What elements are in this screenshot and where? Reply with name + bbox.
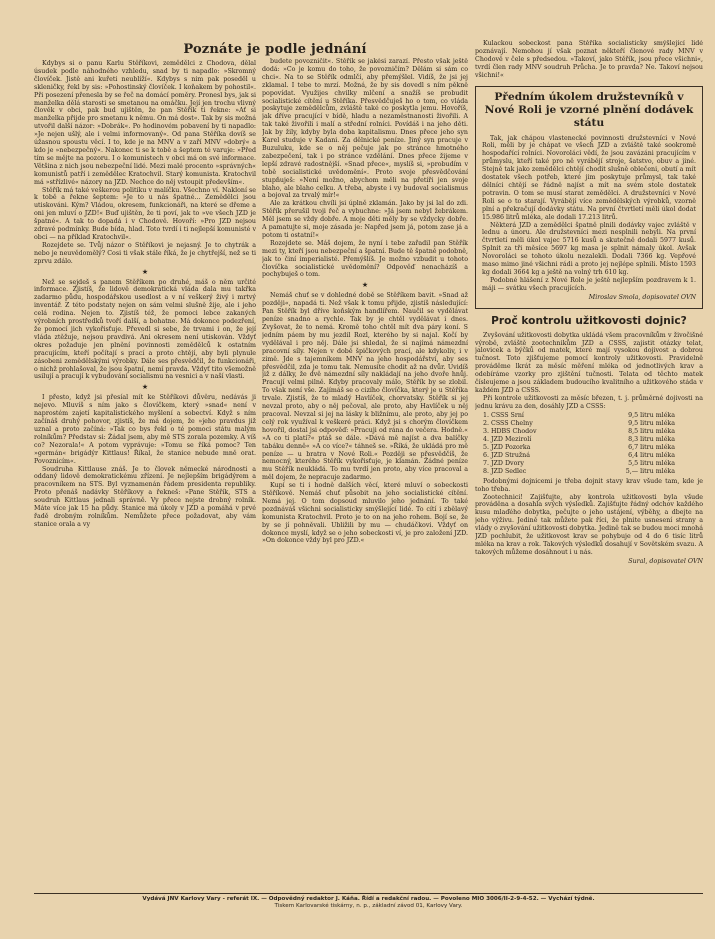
- article-paragraph: Rozejdete se. Tvůj názor o Stěříkovi je nejasný. Je to chytrák a nebo je neuvědomělý? Cosi ti však stále říká, že je chytřejší, než se ti zprvu zdálo.: [34, 241, 256, 265]
- farm-name-cell: 5. JZD Pozorka: [483, 443, 531, 451]
- column-3: [475, 40, 703, 892]
- table-row: [483, 412, 679, 420]
- column-1: [34, 40, 256, 892]
- milk-yield-cell: 5,5 litru mléka: [628, 459, 675, 467]
- farm-name-cell: 1. CSSS Srní: [483, 411, 524, 419]
- article-paragraph: Zootechnici! Zajišťujte, aby kontrola užitkovosti byla všude prováděna a dosahla svých výsledků. Zajišťujte řádný odchov každého kusu mlaďého dobytka, pečujte o jeho ustájení, výběhy, a dbejte na jeho výživu. Jedině tak můžete pak říci, že plnite usnesení strany a vlády o zvyšování užitkovosti dobytka. Jedině tak se budou moci mnohá JZD pochlubit, že užitkovost krav se pohybuje od 4 do 6 tisíc litrů mléka na krav a rok. Takových výsledků dosahují v Sovětském svazu. A takových můžeme dosáhnout i u nás.: [475, 493, 703, 556]
- author-signature: Sural, dopisovatel OVN: [628, 557, 703, 565]
- article-paragraph: Některá JZD a zemědělci špatně plnili dodávky vajec zvláště v lednu a únoru. Ale družstevníci mezi nesplnili nebyli. Na první čtvrtletí měli úkol vajec 5716 kusů a skutečně dodali 5977 kusů. Splnit za tři měsíce 5697 kg masa je splnit námaly úkol. Avšak Novoroláci se tohoto úkolu nezalekli. Dodali 7366 kg. Vepřové maso mimo jiné všichni rádi a proto jej nejlépe splnili. Místo 1593 kg dodali 3664 kg a ještě na volný trh 610 kg.: [482, 221, 696, 276]
- article-paragraph: Rozejdete se. Máš dojem, že nyní i tebe zařadil pan Stěřík mezi ty, kteří jsou nebezpeční a špatní. Bude tě špatně podobně, jak to činí imperialisté. Přemýšlíš. Je možno vzbudit u tohoto človíčka socialistické uvědomění? Odpověď nenacházíš a pochybuješ o tom.: [262, 239, 468, 279]
- article-paragraph: Než se sejdeš s panem Stěříkem po druhé, máš o něm určité informace. Zjistíš, že lidově demokratická vláda dala mu takřka zadarmo půdu, hospodářskou usedlost a v ní veškerý živý i mrtvý inventář. Z této podstaty nejen on sám velmi slušně žije, ale i jeho celá rodina. Nejen to. Zjistíš též, že pomoci lebce zakaných výrobních prostředků tvoří další, a bohatne. Má dokonce podezření, že pomocí jich vykořisťuje. Převedl si sebe, že trvami i on, že její vláda ztěžuje, nejsou pravdivá. Ani okresem není utiskován. Vždyť okres požaduje jen plnění povinnosti zemědělců k ostatním pracujícím, kteří počítají s prací a proto chtějí, aby byli plynule zásobeni zemědělskými výrobky. Dále ses přesvědčil, že funkcionáři, o nichž prohlašoval, že jsou špatní, nemí pravda. Vždyť tito všemožně usilují a pracují k vybudování socialismu na vesnici a v naší vlasti.: [34, 278, 256, 381]
- imprint-footer: [34, 896, 703, 910]
- article-paragraph: Soudruha Kittlause znáš. Je to človek německé národnosti a oddaný lidově demokratickému zřízení. Je nejlepším brigádýrem a pracovníkem na STS. Byl vyznamenán řádem presidenta republiky. Proto přenáš nadávky Stěříkovy a řekneš: »Pane Stěřík, STS a soudruh Kittlaus jednali správně. Vy přece nejste drobný rolník. Máte více jak 15 ha půdy. Stanice má úkoly v JZD a pomáhá v prvé řadě drobným rolníkům. Nemůžete přece požadovat, aby vám stanice orala a vy: [34, 465, 256, 528]
- article-paragraph: Tak, jak chápou vlastenecké povinnosti družstevníci v Nové Roli, měli by je chápat ve všech JZD a zvláště také sookromě hospodařící rolníci. Novoroláci vědí, že jsou zavázáni pracujícím v průmyslu, kteří také pro ně vyrábějí stroje, šatstvo, obuv a jiné. Stejně tak jako zemědělci chtějí chodit slušně oblečeni, obutí a mít dostatek všech potřeb, které jim poskytuje průmysl, tak také dělníci chtějí se řádně najíst a mít na svém stole dostatek potravin. O tom se musí starat zemědělci. A družstevníci v Nové Roli se o to starají. Vyrábějí více zemědělských výrobků, vzorně plní a překračují dodávky státu. Na první čtvrtletí měli úkol dodat 15.986 litrů mléka, ale dodali 17.213 litrů.: [482, 134, 696, 221]
- footer-rule: [34, 893, 703, 894]
- article-paragraph: Při kontrole užitkovosti za měsíc březen, t. j. průměrné dojivosti na jednu krávu za den, dosáhly JZD a CSSS:: [475, 394, 703, 410]
- article-paragraph: Ale za krátkou chvíli jsi úplně zklamán. Jako by jsi lal do zdi. Stěřík přerušil tvoji řeč a vybuchne: »Já jsem nebyl žebrákem. Měl jsem se vždy dobře. A moje děti měly by se vždycky dobře. A pamatujte si, moje zásada je: Napřed jsem já, potom zase já a potom ti ostatní!«: [262, 200, 468, 239]
- star-divider: ★: [361, 281, 369, 290]
- table-row: [483, 468, 679, 476]
- milk-yield-table: [483, 412, 679, 476]
- farm-name-cell: 7. JZD Dvory: [483, 459, 524, 467]
- author-signature: Miroslav Smola, dopisovatel OVN: [588, 293, 696, 301]
- imprint-line: Tiskem Karlovarské tiskárny, n. p., základní závod 01, Karlovy Vary.: [274, 903, 463, 909]
- farm-name-cell: 8. JZD Sedlec: [483, 467, 527, 475]
- milk-yield-cell: 8,5 litru mléka: [628, 427, 675, 435]
- star-divider: ★: [141, 383, 149, 392]
- boxed-article-title: Předním úkolem družstevníků v Nové Roli je vzorné plnění dodávek státu: [484, 90, 694, 129]
- milk-yield-cell: 9,5 litru mléka: [628, 419, 675, 427]
- article-paragraph: Kulackou sobeckost pana Stěříka socialisticky smýšlející lidé poznávají. Nemohou jí však poznat někteří členové rady MNV v Chodově v čele s předsedou. »Takoví, jako Stěřík, jsou přece všichni«, tvrdí člen rady MNV soudruh Průcha. Je to pravda? Ne. Takoví nejsou všichni!«: [475, 40, 703, 79]
- article-paragraph: Kdybys si o panu Karlu Stěříkovi, zemědělci z Chodova, dělal úsudek podle náhodného vzhledu, snad by ti napadlo: »Skromný človíček. Jistě ani kuřeti neublíží«. Kdybys s nim pak posedël u skleničky, řekl by sis: »Pohostinský človíček. I koňakem by pohostil«. Při posezení přenesla by se řeč na domácí poměry. Pronesl bys, jak si manželka dělá starosti se smetanou na omáčku. Její jen trochu vlivný člověk v obci, pak bud ujištěn, že pan Stěřík ti řekne: »Ať si manželka přijde pro smetanu k němu. On má dost«. Tak by sis možná utvořil další názor: »Dobrák«. Po hodinovém pobavení by ti napadlo: »Je nejen ušlý, ale i velmi informovaný«. Od pana Stěříka dovíš se úžasnou spoustu věcí. I to, kde je na MNV a v zaří MNV »dobrý« a kdo je »nebezpečný«. Nakonec ti se k tobě a šeptem té varuje: »Před tím se mějte na pozoru. I o komunistech v obci má on své informace. Většina z nich jsou nebezpeční lidé. Mezi malé procento »správných« komunistů patří i zemědělec Kratochvil. Starý komunista. Kratochvil má »střízlivé« názory na JZD. Nechce do něj vstoupit především«.: [34, 60, 256, 186]
- boxed-article: [475, 86, 703, 309]
- article-title: Proč kontrolu užitkovosti dojnic?: [491, 314, 687, 327]
- table-row: [483, 460, 679, 468]
- farm-name-cell: 6. JZD Stružná: [483, 451, 530, 459]
- milk-yield-cell: 9,5 litru mléka: [628, 411, 675, 419]
- milk-yield-cell: 5,— litru mléka: [625, 467, 675, 475]
- table-row: [483, 452, 679, 460]
- article-paragraph: Podobné hlášení z Nové Role je ještě nejlepším pozdravem k 1. máji — svátku všech pracujících.: [482, 276, 696, 292]
- article-paragraph: Stěřík má také veškerou politiku v malíčku. Všechno ví. Nakloní se k tobě a řekne šeptem: »Je to u nás špatné... Zemědělci jsou utiskováni. Kým? Vládou, okresem, funkcionáři, na které se dřeme a oni jen mluví o JZD!« Buď ujištěn, že ti poví, jak to »ve všech JZD je špatné«. A tak to dopadá i v Chodově. Hovoří: »Pro JZD nejsou zdravé podmínky. Bude bída, hlad. Toto tvrdí i ti nejlepší komunisté v obci — na příklad Kratochvil«.: [34, 186, 256, 241]
- imprint-line: Vydává JNV Karlovy Vary - referát IX. — Odpovědný redaktor J. Káňa. Řídí a redakční radou. — Povoleno MIO 3006/II-2-9-4-52. — Vychází týdně.: [142, 896, 595, 902]
- column-2: [262, 58, 468, 878]
- article-paragraph: Podobnými dojnicemi je třeba dojnit stavy krav všude tam, kde je toho třeba.: [475, 477, 703, 493]
- table-row: [483, 420, 679, 428]
- farm-name-cell: 2. CSSS Chelny: [483, 419, 533, 427]
- table-row: [483, 436, 679, 444]
- article-title: Poznáte je podle jednání: [183, 42, 367, 57]
- milk-yield-cell: 6,7 litru mléka: [628, 443, 675, 451]
- table-row: [483, 444, 679, 452]
- milk-yield-cell: 8,3 litru mléka: [628, 435, 675, 443]
- farm-name-cell: 4. JZD Mezirolí: [483, 435, 532, 443]
- article-paragraph: I přesto, když jsi přesíal mít ke Stěříkovi důvěru, nedávás ji nejevo. Mluvíš s ním jako s človíčkem, který »snad« není v naprostém zajetí kapitalistického myšlení a sobectví. Když s ním začínáš druhý pohovor, zjistíš, že má dojem, že »jeho pravdus již uznal a proto začíná: »Tak co bys řekl o té pomoci státu malým rolníkům? Představ si: Žádal jsem, aby mě STS zorala pozemky. A víš co? Nezorala!« A potom vyprávuje: »Tomu se říká pomoc? Ten »germán« brigádýr Kittlaus! Říkal, že stanice nebude mně orat. Povoznicím«.: [34, 394, 256, 465]
- article-paragraph: Nemáš chuť se v dohledné době se Stěříkem bavit. »Snad až později«, napadá ti. Než však k tomu přijde, zjistíš následující: Pan Stěřík byl dříve koňským handlířem. Naučil se vydělávat peníze snadno a rychle. Tak by je chtěl vydělávat i dnes. Zvyšovat, že to nemá. Kromě toho chtěl mít dva páry koní. S jedním páem by mu jezdil Rozl, kterého by si najal. Kočí by vydělával i pro něj. Dále jsi shledal, že si najímá námezdní pracovní síly. Nejen v době špičkových prací, ale kdykoliv, i v zimě. Jde s tajemníkem MNV na jeho hospodářství, aby ses přesvědčil, zda je tomu tak. Nemusíte chodit až na dvůr. Uvidíš již z dálky, že dvě námezdní síly nakládají na jeho dvoře hnůj. Pracují velmi pilně. Kdyby pracovaly málo, Stěřík by se zlobil. To však není vše. Zajímáš se o cizího človíčka, který je u Stěříka trvale. Zjistíš, že to mladý Havlíček, chorvatsky. Stěřík si jej nevzal proto, aby o něj pečoval, ale proto, aby Havlíček u něj pracoval. Nevzal si jej na lásky k bližnímu, ale proto, aby jej po celý rok využíval k veškeré práci. Když jsi s chorým človíčkem hovořil, dostal jsi odpověď: »Pracuji od rána do večera. Hodně.« »A co ti platí?« ptáš se dále. »Dává mě najíst a dva balíčky tabáku denně« »A co více?« táhneš se. »Říká, že ukládá pro mě peníze — u bratra v Nové Roli.« Později se přesvědčíš, že nemocný, kterého Stěřík vykořisťuje, je klamán. Žádné peníze mu Stěřík neukládá. To mu tvrdí jen proto, aby více pracoval a měl dojem, že nepracuje zadarmo.: [262, 292, 468, 482]
- article-paragraph: budete povozničit«. Stěřík se jakési zarazí. Přesto však ještě dodá: »Co je komu do toho, že povozničím? Dělám si sám co chci«. Na to se Stěřík odmlčí, aby přemýšlel. Vidíš, že jsi jej zklamal. I tebe to mrzí. Možná, že by sis dovedl s ním pěkně popovídat. Využijes chvilky mlčení a snažíš se probudit socialistické cítění u Stěříka. Přesvědčuješ ho o tom, co vláda poskytuje zemědělcům, zvláště také co poskytla jemu. Hovoříš, jak dříve pracující v bídě, hladu a nezaměstnanosti živořili. A tak také živořili i malí a střední rolníci. Povídáš i na jeho děti. Jak by žily, kdyby byla doba kapitalismu. Dnes přece jeho syn Karel studuje v Kadani. Za dělnické peníze. Jiný syn pracuje v Buzuluku, kde se o něj pečuje jak po stránce hmotného zabezpečení, tak i po stránce vzdělání. Dnes přece žijeme v lepší zdravé radostnější. »Snad přece«, myslíš si, »probudím v tobě socialistické uvědomění«. Proto svoje přesvědčování stupňuješ: »Není možno, abychom měli na přetíři jen svoje blaho, ale blaho celku. A třeba, abyste i vy budoval socialismus a bojoval za trvalý mír!«: [262, 58, 468, 200]
- article-paragraph: Kupí se ti i hodně dalších věcí, které mluví o sobeckosti Stěříkově. Nemáš chuť působit na jeho socialistické cítění. Nemá jej. O tom dopsoud mluvilo jeho jednání. To také pozdnáváš všichni socialisticky smýšlející lidé. To cítí i zbělavý komunista Kratochvil. Proto je to on na jeho rohem. Bojí se, že by se jí pohněvali. Ubližili by mu — chudáčkovi. Vždyť on dokonce myslí, když se o jeho sobeckosti ví, je pro založení JZD. »On dokonce vždy byl pro JZD.«: [262, 482, 468, 545]
- farm-name-cell: 3. HDBS Chodov: [483, 427, 537, 435]
- milk-yield-cell: 6,4 litru mléka: [628, 451, 675, 459]
- star-divider: ★: [141, 267, 149, 276]
- article-paragraph: Zvyšování užitkovosti dobytka ukládá všem pracovníkům v živočišné výrobě, zvláště zootechnikům JZD a CSSS, zajistit otázky telat, jalovicek a býčků od matek, které mají vysokou dojivost a dobrou tučnost. Toto zjišťujeme pomocí kontroly užitkovosti. Pravidelně prováděme lkrát za měsíc měření mléka od jednotlivých krav a odebíráme vzorky pro zjištění tučnosti. Telata od těchto matek čísleujeme a jsou základem budoucího kvalitního a užitkového stáda v každém JZD a CSSS.: [475, 331, 703, 394]
- table-row: [483, 428, 679, 436]
